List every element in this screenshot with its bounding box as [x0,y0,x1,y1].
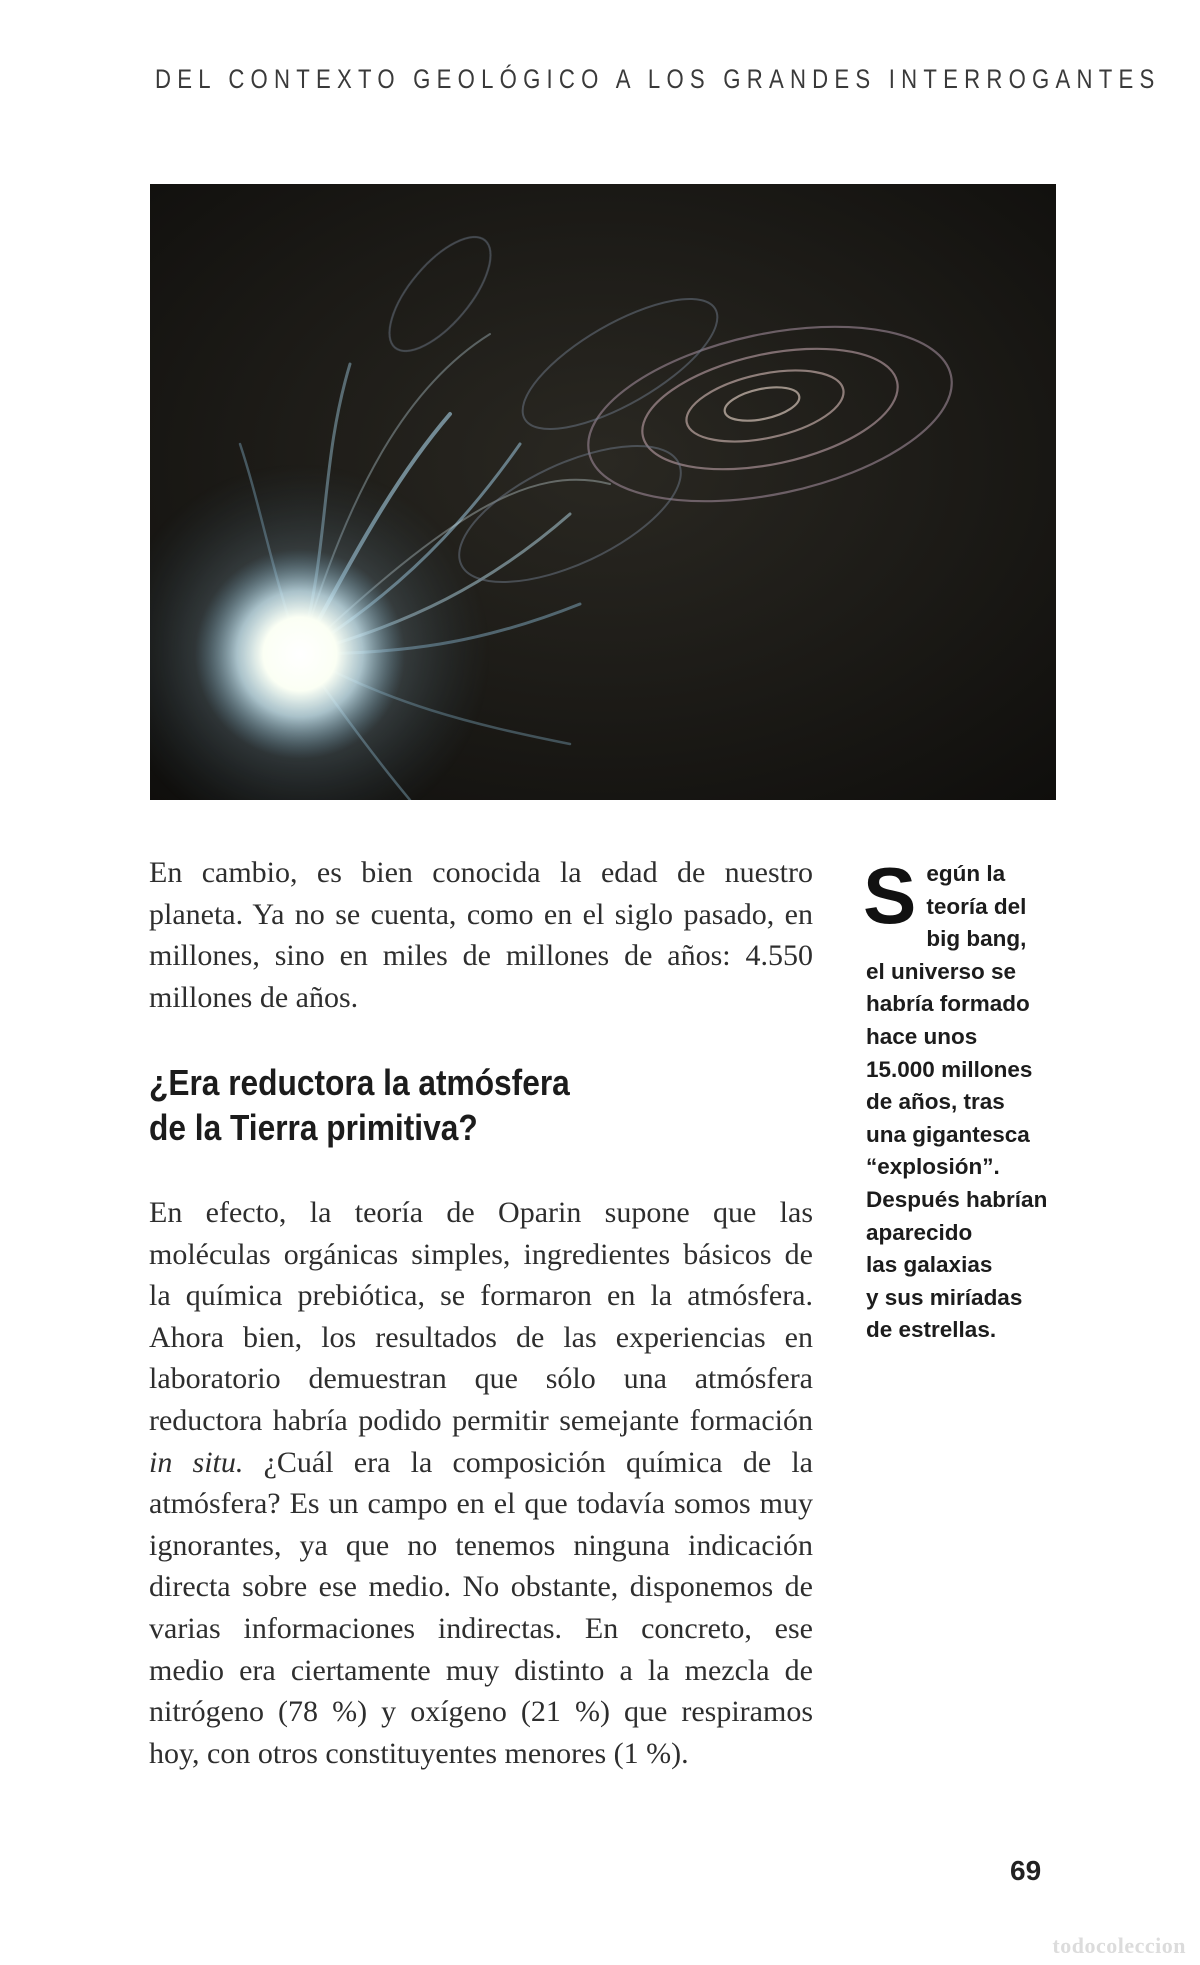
sidebar-line: habría formado [866,991,1030,1017]
main-paragraph-text-2: ¿Cuál era la composición química de la atmósfera? Es un campo en el que todavía somos muy ignorantes, ya que no tenemos ninguna indicación directa sobre ese medio. No obstante, disponemos de varias informaciones indirectas. En concreto, ese medio era ciertamente muy distinto a la mezcla de nitrógeno (78 %) y oxígeno (21 %) que respiramos hoy, con otros constituyentes menores (1 %). [149,1445,813,1770]
sidebar-line: 15.000 millones [866,1056,1033,1082]
sidebar-line: Después habrían [866,1186,1048,1212]
sidebar-note [863,851,1066,1347]
page-number: 69 [1010,1855,1042,1886]
sidebar-line: teoría del [926,893,1027,919]
sidebar-line: de años, tras [866,1089,1005,1115]
section-heading-line-1: ¿Era reductora la atmósfera [149,1062,570,1103]
italic-term: in situ. [149,1445,244,1479]
section-heading [149,1060,642,1150]
sidebar-line: una gigantesca [866,1121,1030,1147]
sidebar-line: aparecido [866,1219,973,1245]
sidebar-line: “explosión”. [866,1154,1000,1180]
sidebar-line: las galaxias [866,1252,993,1278]
sidebar-line: de estrellas. [866,1317,997,1343]
watermark: todocoleccion [1052,1933,1186,1958]
drop-cap: S [863,851,917,940]
main-paragraph [149,1192,813,1774]
sidebar-line: el universo se [866,958,1017,984]
sidebar-line: y sus miríadas [866,1284,1023,1310]
big-bang-image [150,184,1056,800]
intro-paragraph: En cambio, es bien conocida la edad de nuestro planeta. Ya no se cuenta, como en el siglo pasado, en millones, sino en miles de millones de años: 4.550 millones de años. [149,856,813,1014]
main-paragraph-text-1: En efecto, la teoría de Oparin supone que las moléculas orgánicas simples, ingredientes básicos de la química prebiótica, se formaron en la atmósfera. Ahora bien, los resultados de las experiencias en laboratorio demuestran que sólo una atmósfera reductora habría podido permitir semejante formación [149,1196,813,1437]
running-head: DEL CONTEXTO GEOLÓGICO A LOS GRANDES INTERROGANTES [155,64,1161,94]
sidebar-line: hace unos [866,1023,978,1049]
section-heading-line-2: de la Tierra primitiva? [149,1107,478,1148]
sidebar-line: egún la [926,861,1006,886]
sidebar-line: big bang, [926,926,1027,952]
big-bang-illustration [150,184,1056,800]
